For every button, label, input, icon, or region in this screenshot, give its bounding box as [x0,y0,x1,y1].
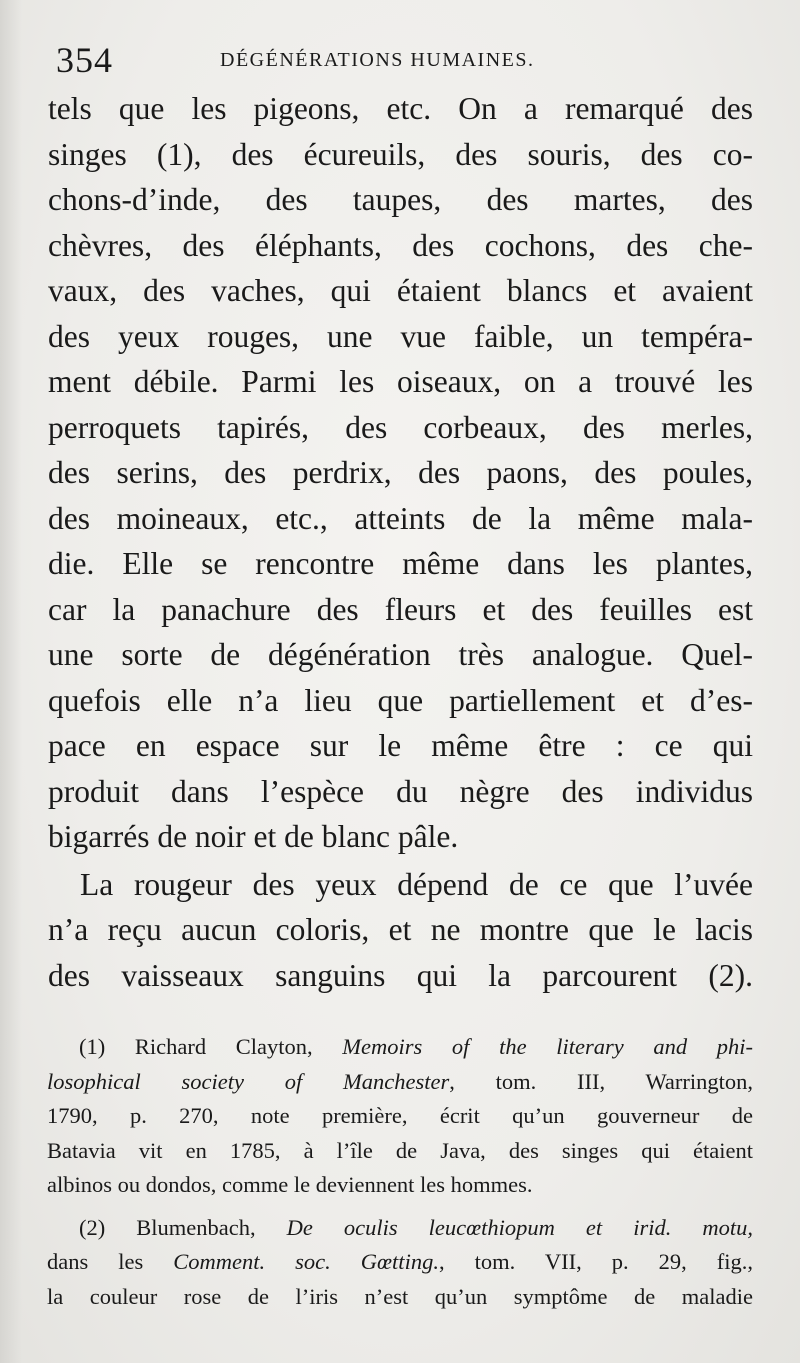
footnote-2-journal: Comment. soc. Gœtting. [173,1249,439,1274]
text-line: une sorte de dégénération très analogue. Quel- [48,637,753,672]
text-line: des yeux rouges, une vue faible, un tempéra- [48,318,753,354]
footnote-gap [47,1203,753,1211]
text-line: ment débile. Parmi les oiseaux, on a trouvé les [48,364,753,399]
text-line: tels que les pigeons, etc. On a remarqué des [48,91,753,126]
text-line: n’a reçu aucun coloris, et ne montre que le lacis [48,912,753,947]
footnote-1-ref: , tom. III, Warrington, [449,1068,754,1094]
text-line: des serins, des perdrix, des paons, des poules, [48,455,753,490]
footnote-2-title: De oculis leucœthiopum et irid. motu, [286,1214,753,1240]
text-line: quefois elle n’a lieu que partiellement et d’es- [48,682,753,718]
text-line: produit dans l’espèce du nègre des individus [48,773,753,809]
text-line: pace en espace sur le même être : ce qui [48,728,753,763]
footnote-1-line: 1790, p. 270, note première, écrit qu’un gouverneur de [47,1103,753,1128]
footnote-1-line [47,1065,753,1100]
footnote-1-line [47,1030,753,1065]
footnote-2-ref: , tom. VII, p. 29, fig., [438,1249,753,1274]
text-line: des vaisseaux sanguins qui la parcourent (2). [48,957,753,993]
page-gutter-shadow [0,0,22,1363]
text-line: die. Elle se rencontre même dans les plantes, [48,546,753,581]
footnote-1-title: Memoirs of the literary and phi- [342,1034,753,1059]
running-head: DÉGÉNÉRATIONS HUMAINES. [220,49,535,71]
footnotes [47,1030,753,1314]
page-header [52,38,752,88]
text-line: bigarrés de noir et de blanc pâle. [48,819,459,854]
footnote-2-line [47,1245,753,1280]
footnote-1-line: albinos ou dondos, comme le deviennent les hommes. [47,1172,533,1197]
main-text [48,86,753,998]
footnote-1-line: Batavia vit en 1785, à l’île de Java, des singes qui étaient [47,1137,753,1163]
page-number: 354 [56,40,113,80]
text-line: La rougeur des yeux dépend de ce que l’uvée [80,866,753,902]
text-line: chons-d’inde, des taupes, des martes, des [48,182,753,217]
footnote-1-title-cont: losophical society of Manchester [47,1068,450,1094]
footnote-2-text: dans les [47,1249,174,1274]
footnote-1-author: (1) Richard Clayton, [79,1034,343,1059]
text-line: singes (1), des écureuils, des souris, des co- [48,136,753,172]
text-line: vaux, des vaches, qui étaient blancs et avaient [48,273,753,308]
footnote-2-author: (2) Blumenbach, [79,1214,287,1240]
text-line: car la panachure des fleurs et des feuilles est [48,591,753,627]
text-line: perroquets tapirés, des corbeaux, des merles, [48,409,753,445]
footnote-2-line: la couleur rose de l’iris n’est qu’un symptôme de maladie [47,1283,753,1309]
text-line: des moineaux, etc., atteints de la même mala- [48,500,753,536]
text-line: chèvres, des éléphants, des cochons, des che- [48,227,753,263]
footnote-2-line [47,1211,753,1246]
